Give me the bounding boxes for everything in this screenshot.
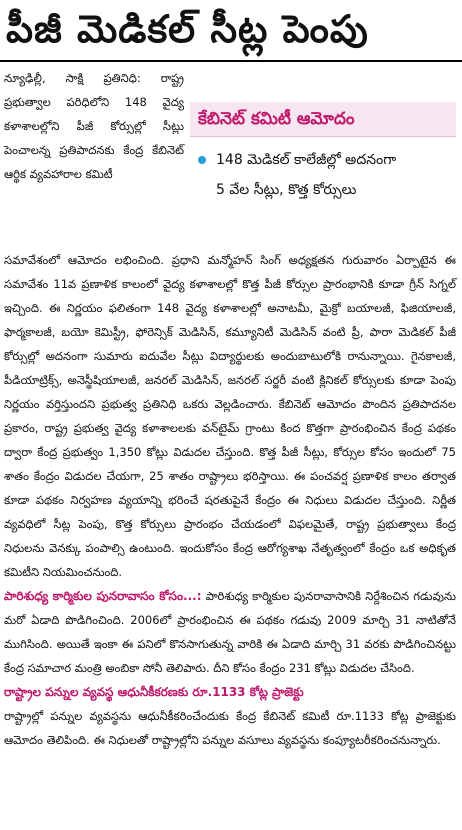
intro-paragraph: న్యూఢిల్లీ, సాక్షి ప్రతినిధి: రాష్ట్ర ప్రభుత్వాల పరిధిలోని 148 వైద్య కళాశాలల్లోని పీజీ కోర్సుల్లో సీట్లు పెంచాలన్న ప్రతిపాదనకు కేంద్ర కేబినెట్ ఆర్థిక వ్యవహారాల కమిటీ — [4, 71, 184, 181]
highlight-line-2: 5 వేల సీట్లు, కొత్త కోర్సులు — [216, 182, 357, 198]
paragraph-main: సమావేశంలో ఆమోదం లభించింది. ప్రధాని మన్మోహన్ సింగ్ అధ్యక్షతన గురువారం ఏర్పాటైన ఈ సమావేశం 11వ ప్రణాళిక కాలంలో వైద్య కళాశాలల్లో కొత్త పీజీ కోర్సుల ప్రారంభానికి కూడా గ్రీన్ సిగ్నల్ ఇచ్చింది. ఈ నిర్ణయం ఫలితంగా 148 వైద్య కళాశాలల్లో అనాటమీ, మైక్రో బయాలజీ, ఫిజియాలజీ, ఫార్మకాలజీ, బయో కెమిస్ట్రీ, ఫోరెన్సిక్ మెడిసిన్, కమ్యూనిటీ మెడిసిన్ వంటి ప్రీ, పారా మెడికల్ పీజీ కోర్సుల్లో అదనంగా సుమారు ఐదువేల సీట్లు విద్యార్థులకు అందుబాటులోకి రానున్నాయి. గైనకాలజీ, పీడియాట్రిక్స్, అనెస్థీషియాలజీ, జనరల్ మెడిసిన్, జనరల్ సర్జరీ వంటి క్లినికల్ కోర్సులకు కూడా పెంపు నిర్ణయం వర్తిస్తుందని ప్రభుత్వ ప్రతినిధి ఒకరు వెల్లడించారు. కేబినెట్ ఆమోదం పొందిన ప్రతిపాదనల ప్రకారం, రాష్ట్ర ప్రభుత్వ వైద్య కళాశాలలకు వన్‌టైమ్ గ్రాంటు కింద కొత్తగా ప్రారంభించిన కేంద్ర పథకం ద్వారా కేంద్ర ప్రభుత్వం 1,350 కోట్లు విడుదల చేస్తుంది. కొత్త పీజీ సీట్లు, కోర్సుల కోసం ఇందులో 75 శాతం కేంద్రం విడుదల చేయగా, 25 శాతం రాష్ట్రాలు భరిస్తాయి. ఈ పంచవర్ష ప్రణాళిక కాలం తర్వాత కూడా పథకం నిర్వహణ వ్యయాన్ని భరించే షరతుపైనే కేంద్రం ఈ నిధులు విడుదల చేస్తుంది. నిర్ణీత వ్యవధిలో సీట్ల పెంపు, కొత్త కోర్సులు ప్రారంభం చేయడంలో విఫలమైతే, రాష్ట్ర ప్రభుత్వాలు కేంద్ర నిధులను వెనక్కు పంపాల్సి ఉంటుంది. ఇందుకోసం కేంద్ర ఆరోగ్యశాఖ నేతృత్వంలో కేంద్రం ఒక అధికృత కమిటీని నియమించనుంది. — [4, 253, 456, 579]
article-top — [0, 62, 462, 248]
bullet-icon — [198, 156, 206, 164]
highlight-box-body — [190, 137, 456, 205]
paragraph-tax-project: రాష్ట్రాల్లో పన్నుల వ్యవస్థను ఆధునీకీకరించేందుకు కేంద్ర కేబినెట్ కమిటీ రూ.1133 కోట్ల ప్రాజెక్టుకు ఆమోదం తెలిపింది. ఈ నిధులతో రాష్ట్రాల్లోని పన్నుల వసూలు వ్యవస్థను కంప్యూటరీకరించనున్నారు. — [4, 709, 456, 747]
article-body — [0, 248, 462, 752]
headline: పీజీ మెడికల్ సీట్ల పెంపు — [0, 0, 462, 62]
paragraph-sanitation — [4, 584, 456, 680]
paragraph-sanitation-text: పారిశుధ్య కార్మికుల పునరావాసానికి నిర్దేశించిన గడువును మరో ఏడాది పొడిగించింది. 2006లో ప్రారంభించిన ఈ పథకం గడువు 2009 మార్చి 31 నాటితోనే ముగిసింది. అయితే ఇంకా ఈ పనిలో కొనసాగుతున్న వారికి ఈ ఏడాది మార్చి 31 వరకు పొడిగించినట్టు కేంద్ర సమాచార మంత్రి అంబికా సోనీ తెలిపారు. దీని కోసం కేంద్రం 231 కోట్లు విడుదల చేసింది. — [4, 589, 457, 675]
subhead-sanitation: పారిశుధ్య కార్మికుల పునరావాసం కోసం...: — [4, 589, 202, 603]
highlight-box — [190, 102, 456, 242]
highlight-box-title: కేబినెట్ కమిటీ ఆమోదం — [190, 102, 456, 137]
subhead-tax-project: రాష్ట్రాల పన్నుల వ్యవస్థ ఆధునీకీకరణకు రూ.1133 కోట్ల ప్రాజెక్టు — [4, 685, 304, 699]
highlight-line-1: 148 మెడికల్ కాలేజీల్లో అదనంగా — [216, 152, 397, 168]
